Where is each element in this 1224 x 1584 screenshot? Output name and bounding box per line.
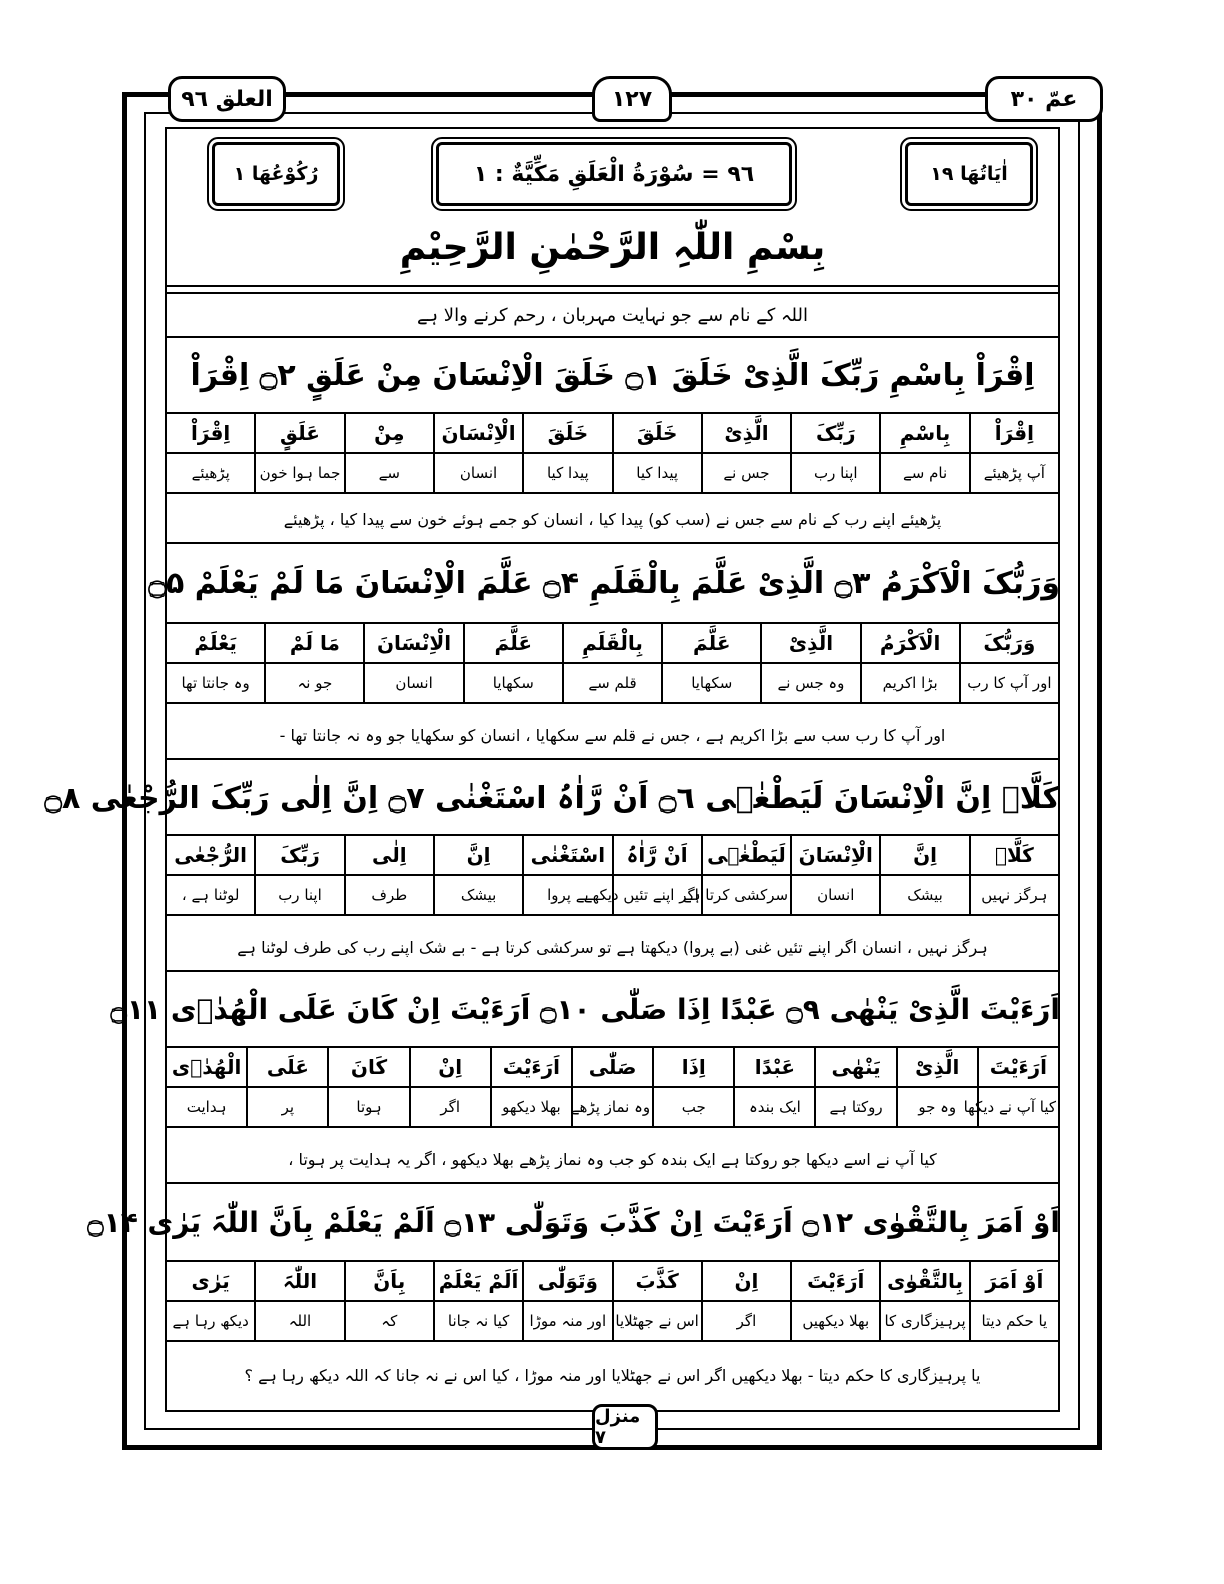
word-meaning: اس نے جھٹلایا [613,1301,702,1341]
arabic-word: اِنَّ [434,835,523,875]
word-meaning: انسان [791,875,880,915]
word-meaning: پیدا کیا [523,453,612,493]
word-meaning: اگر [702,1301,791,1341]
arabic-word: کَذَّبَ [613,1261,702,1301]
word-meaning: قلم سے [563,663,662,703]
word-table [165,622,1060,704]
arabic-word: اَوْ اَمَرَ [970,1261,1059,1301]
word-meaning: پیدا کیا [613,453,702,493]
divider [165,758,1060,760]
word-meaning: پڑھیئے [166,453,255,493]
word-meaning: سکھایا [662,663,761,703]
divider [165,542,1060,544]
word-meaning: اگر اپنے تئیں دیکھے [613,875,702,915]
basmala: بِسْمِ اللّٰہِ الرَّحْمٰنِ الرَّحِیْمِ [399,227,826,268]
word-meaning: ہوتا [328,1087,409,1127]
translation-line: یا پرہیزگاری کا حکم دیتا - بھلا دیکھیں اگر اس نے جھٹلایا اور منہ موڑا ، کیا اس نے نہ جانا کہ اللہ دیکھ رہا ہے ؟ [244,1366,981,1385]
arabic-word: اَنْ رَّاٰہُ [613,835,702,875]
word-table [165,1046,1060,1128]
word-meaning: جب [653,1087,734,1127]
arabic-word: اِقْرَاْ [970,413,1059,453]
ayah-line: کَلَّاۤ اِنَّ الْاِنْسَانَ لَیَطْغٰۤی ۝٦ اَنْ رَّاٰہُ اسْتَغْنٰی ۝۷ اِنَّ اِلٰی رَبِّکَ الرُّجْعٰی ۝۸ [44,781,1060,816]
arabic-word: کَلَّاۤ [970,835,1059,875]
arabic-word: مَا لَمْ [265,623,364,663]
word-meaning: انسان [364,663,463,703]
word-meaning: اپنا رب [255,875,344,915]
word-meaning: بھلا دیکھو [491,1087,572,1127]
arabic-word: یَرٰی [166,1261,255,1301]
arabic-word: الْاِنْسَانَ [364,623,463,663]
divider [165,336,1060,338]
word-meaning: جما ہوا خون [255,453,344,493]
translation-line: ہرگز نہیں ، انسان اگر اپنے تئیں غنی (بے پروا) دیکھتا ہے تو سرکشی کرتا ہے - بے شک اپنے رب کی طرف لوٹنا ہے [237,938,988,957]
ayah-line: وَرَبُّکَ الْاَکْرَمُ ۝۳ الَّذِیْ عَلَّمَ بِالْقَلَمِ ۝۴ عَلَّمَ الْاِنْسَانَ مَا لَمْ یَعْلَمْ ۝۵ [148,566,1060,601]
arabic-word: الَّذِیْ [702,413,791,453]
arabic-word: وَتَوَلّٰی [523,1261,612,1301]
word-meaning: بھلا دیکھیں [791,1301,880,1341]
translation-line: کیا آپ نے اسے دیکھا جو روکتا ہے ایک بندہ کو جب وہ نماز پڑھے بھلا دیکھو ، اگر یہ ہدایت پر ہوتا ، [288,1150,937,1169]
word-meaning: ایک بندہ [734,1087,815,1127]
arabic-word: خَلَقَ [523,413,612,453]
word-meaning: لوٹنا ہے ، [166,875,255,915]
word-meaning: کیا آپ نے دیکھا [978,1087,1059,1127]
word-meaning: سے [345,453,434,493]
arabic-word: عَلَّمَ [464,623,563,663]
word-meaning: انسان [434,453,523,493]
ayah-line: اَوْ اَمَرَ بِالتَّقْوٰی ۝۱۲ اَرَءَیْتَ اِنْ کَذَّبَ وَتَوَلّٰی ۝۱۳ اَلَمْ یَعْلَمْ بِاَنَّ اللّٰہَ یَرٰی ۝۱۴ [87,1206,1060,1239]
ayah-line: اَرَءَیْتَ الَّذِیْ یَنْھٰی ۝۹ عَبْدًا اِذَا صَلّٰی ۝۱۰ اَرَءَیْتَ اِنْ کَانَ عَلَی الْھُدٰۤی ۝۱۱ [110,993,1060,1026]
arabic-word: اِلٰی [345,835,434,875]
arabic-word: اِذَا [653,1047,734,1087]
divider [165,292,1060,294]
arabic-word: الْھُدٰۤی [166,1047,247,1087]
word-meaning: اللہ [255,1301,344,1341]
arabic-word: کَانَ [328,1047,409,1087]
word-meaning: وہ جس نے [761,663,860,703]
arabic-word: خَلَقَ [613,413,702,453]
word-meaning: اگر [410,1087,491,1127]
word-meaning: وہ جانتا تھا [166,663,265,703]
word-meaning: آپ پڑھیئے [970,453,1059,493]
arabic-word: بِاَنَّ [345,1261,434,1301]
word-meaning: اپنا رب [791,453,880,493]
arabic-word: یَعْلَمْ [166,623,265,663]
arabic-word: یَنْھٰی [815,1047,896,1087]
surah-reference: العلق ۹٦ [168,76,286,122]
arabic-word: صَلّٰی [572,1047,653,1087]
word-meaning: وہ نماز پڑھے [572,1087,653,1127]
word-meaning: دیکھ رہا ہے [166,1301,255,1341]
ayah-line: اِقْرَاْ بِاسْمِ رَبِّکَ الَّذِیْ خَلَقَ ۝۱ خَلَقَ الْاِنْسَانَ مِنْ عَلَقٍ ۝۲ اِقْرَاْ [190,358,1035,393]
divider [165,285,1060,287]
word-meaning: وہ جو [897,1087,978,1127]
translation-line: اور آپ کا رب سب سے بڑا اکریم ہے ، جس نے قلم سے سکھایا ، انسان کو سکھایا جو وہ نہ جانتا تھا - [279,726,946,745]
word-meaning: پرہیزگاری کا [880,1301,969,1341]
word-meaning: جو نہ [265,663,364,703]
arabic-word: الْاِنْسَانَ [434,413,523,453]
arabic-word: الَّذِیْ [761,623,860,663]
arabic-word: وَرَبُّکَ [960,623,1059,663]
arabic-word: الَّذِیْ [897,1047,978,1087]
arabic-word: اِنْ [702,1261,791,1301]
arabic-word: الرُّجْعٰی [166,835,255,875]
translation-line: پڑھیئے اپنے رب کے نام سے جس نے (سب کو) پیدا کیا ، انسان کو جمے ہوئے خون سے پیدا کیا ، پڑھیئے [283,510,942,529]
arabic-word: اللّٰہَ [255,1261,344,1301]
arabic-word: عَبْدًا [734,1047,815,1087]
word-table [165,412,1060,494]
word-meaning: بڑا اکریم [861,663,960,703]
word-meaning: نام سے [880,453,969,493]
arabic-word: عَلَقٍ [255,413,344,453]
arabic-word: مِنْ [345,413,434,453]
arabic-word: الْاِنْسَانَ [791,835,880,875]
juz-label: عمّ ۳۰ [985,76,1103,122]
word-meaning: کہ [345,1301,434,1341]
word-meaning: اور منہ موڑا [523,1301,612,1341]
word-meaning: بیشک [880,875,969,915]
arabic-word: لَیَطْغٰۤی [702,835,791,875]
arabic-word: بِالتَّقْوٰی [880,1261,969,1301]
basmala-translation: اللہ کے نام سے جو نہایت مہربان ، رحم کرنے والا ہے [416,305,809,326]
word-table [165,1260,1060,1342]
arabic-word: اَرَءَیْتَ [491,1047,572,1087]
page-number: ۱۲۷ [592,76,672,122]
word-meaning: جس نے [702,453,791,493]
arabic-word: الْاَکْرَمُ [861,623,960,663]
arabic-word: عَلَی [247,1047,328,1087]
word-table [165,834,1060,916]
ruku-count-box: رُکُوْعُھَا ۱ [212,142,340,206]
arabic-word: اَرَءَیْتَ [791,1261,880,1301]
arabic-word: اَلَمْ یَعْلَمْ [434,1261,523,1301]
arabic-word: رَبِّکَ [791,413,880,453]
word-meaning: روکتا ہے [815,1087,896,1127]
word-meaning: بے پروا [523,875,612,915]
word-meaning: کیا نہ جانا [434,1301,523,1341]
word-meaning: سرکشی کرتا ہے [702,875,791,915]
ayat-count-box: اٰیَاتُھَا ۱۹ [905,142,1033,206]
arabic-word: اِنَّ [880,835,969,875]
arabic-word: عَلَّمَ [662,623,761,663]
arabic-word: اِقْرَاْ [166,413,255,453]
divider [165,1182,1060,1184]
arabic-word: اِنْ [410,1047,491,1087]
word-meaning: اور آپ کا رب [960,663,1059,703]
arabic-word: بِالْقَلَمِ [563,623,662,663]
manzil-marker: منزل ۷ [592,1404,658,1450]
arabic-word: رَبِّکَ [255,835,344,875]
word-meaning: بیشک [434,875,523,915]
word-meaning: پر [247,1087,328,1127]
word-meaning: یا حکم دیتا [970,1301,1059,1341]
arabic-word: اسْتَغْنٰی [523,835,612,875]
divider [165,970,1060,972]
word-meaning: ہرگز نہیں [970,875,1059,915]
word-meaning: طرف [345,875,434,915]
surah-title-box: ۹٦ = سُوْرَةُ الْعَلَقِ مَکِّیَّةٌ : ۱ [436,142,792,206]
word-meaning: ہدایت [166,1087,247,1127]
arabic-word: اَرَءَیْتَ [978,1047,1059,1087]
word-meaning: سکھایا [464,663,563,703]
arabic-word: بِاسْمِ [880,413,969,453]
